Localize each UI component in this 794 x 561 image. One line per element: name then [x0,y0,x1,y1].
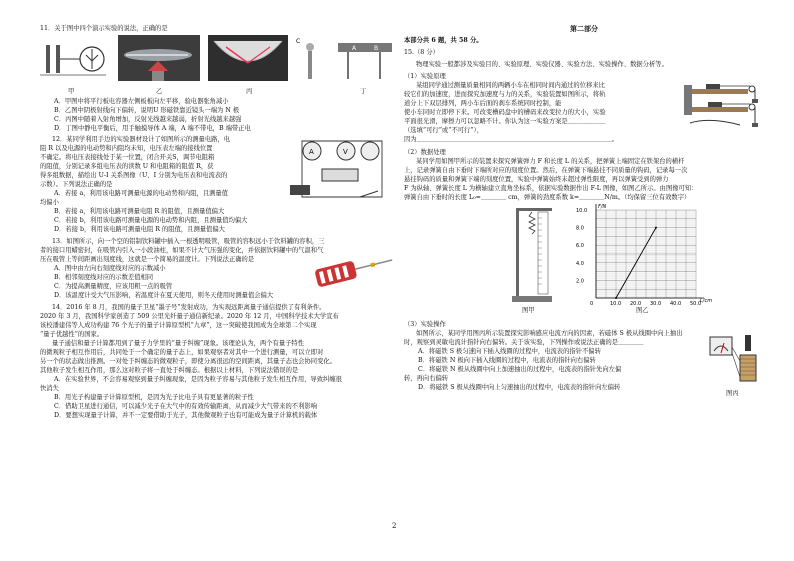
q15-head: 15.（8 分） [404,49,439,56]
q15-intro: 物理实验一般都涉及实验目的、实验原理、实验仪器、实验方法、实验操作、数据分析等。 [416,61,668,68]
q14-opt-a: A．在实验世界，不会容易观察到量子纠缠现象，是因为粒子容易与其他粒子发生相互作用，导致纠缠很 [54,376,342,383]
q14-line-2: 2020 年 3 月，我国科学家创造了 509 公里光纤量子通信新纪录。2020 年 12 月，中国科学技术大学宣布 [40,313,339,320]
x-tick-label: 40.0 [670,301,682,307]
x-tick-label: 0 [590,301,594,307]
y-tick-label: 4.0 [576,260,584,267]
q12-opt-a: A．若接 a，利用该电路可测量电源的电动势和内阻，且测量值 [54,190,229,197]
sec2-line-2: 上，记录弹簧自由下垂时下端所对应的刻度位置。然后，在弹簧下端悬挂不同质量的钩码，记录每一次 [404,167,688,174]
x-axis-label: L/cm [700,298,713,304]
sec1-line-5: 平面很光滑，摩擦力可以忽略不计。你认为这一实验方案是＿＿＿＿＿＿ [404,118,606,125]
sec3-opt-a: A．将磁铁 S 极匀速向下插入线圈的过程中，电流表的指针不偏转 [418,348,601,355]
q12-opt-c: C．若接 b，利用该电路可测量电源的电动势和内阻，且测量值均偏大 [54,217,248,224]
x-tick-label: 10.0 [610,301,622,307]
bar-label-b: B [374,45,379,52]
induction-coil-figure [708,331,764,389]
sec2-line-4: F 为纵轴、弹簧长度 L 为横轴建立直角坐标系，依据实验数据作出 F-L 图像，如图乙所示。由图像可知： [404,185,698,192]
sec2-figures [404,202,764,316]
sec1-block [404,81,764,135]
sec1-line-7: 因为＿＿＿＿＿＿＿＿＿＿＿＿＿＿＿＿＿＿＿＿＿＿＿＿＿＿＿＿＿＿＿。 [404,136,619,143]
fig-label-ding: 丁 [360,88,367,95]
y-tick-label: 2.0 [576,278,584,285]
sec2-line-5: 弹簧自由下垂时的长度 L₀=＿＿＿＿ cm，弹簧的劲度系数 k=＿＿＿＿N/m。（均保留三位有效数字） [404,194,691,201]
part-title: 第二部分 [570,24,598,33]
part-subtitle: 本部分共 6 题，共 58 分。 [404,37,483,44]
q11-opt-b: B．乙图中阴极射线向下偏转，说明U 形磁铁靠近镜头一端为 N 极 [54,107,240,114]
sec3-opt-b: B．将磁铁 N 极向下插入线圈的过程中，电流表的指针向右偏转 [418,357,596,364]
sec2-line-1: 某同学用如图甲所示的装置来探究弹簧弹力 F 和长度 L 的关系，把弹簧上端固定在铁架台的横杆 [416,158,685,165]
left-column [40,24,395,420]
q14-opt-b: B．用光子构建量子计算原型机，是因为光子比电子具有更显著的粒子性 [54,394,254,401]
sec3-line-2: 时，观察到灵敏电流计指针向右偏转。关于该实验，下列操作或说法正确的是＿＿＿＿ [404,339,644,346]
conductor-figure [336,35,394,85]
q12-opt-b: B．若接 a，利用该电路可测量电阻 R 的阻值，且测量值偏大 [54,208,225,215]
y-tick-label: 10.0 [576,208,588,214]
q12-line-1: 12．某同学利用手边的实验器材设计了如图所示的测量电路，电 [52,136,231,143]
cathode-tube-figure [118,35,200,85]
q11-opt-a: A．甲图中将平行板电容器左侧板板向左平移，验电器张角减小 [54,98,229,105]
q13-opts [40,264,395,300]
sec1-line-4: 使小车同时立即停下来。可改变槽码盘中的槽码来改变拉力的大小，实验 [404,109,606,116]
x-tick-label: 20.0 [630,301,642,307]
sec1-line-6: （选填“可行”或“不可行”）， [404,127,483,134]
q12-line-2: 阻 R 以及电源的电动势和内阻均未知，电压表左端的接线位置 [40,145,213,152]
sec3-line-1: 如图所示，某同学用图丙所示装置探究影响感应电流方向的因素，若磁体 S 极从线圈中向上抽出 [416,330,683,337]
sec3-title: （3）实验操作 [404,321,446,328]
x-tick-label: 30.0 [650,301,662,307]
sec3-opt-c-cont: 转，再向右偏转 [404,375,449,382]
q14-line-7: 另一个的状态做出推测。一对处于纠缠态的微观粒子，即使分离很远的空间距离，其量子态也会协同变化。 [40,358,336,365]
data-point [655,227,657,229]
q12-line-4: 的阻值，分别记录多组电压表的读数 U 和电阻箱的阻值 R，获 [40,163,214,170]
capacitor-figure [40,35,110,85]
electroscope-figure [294,35,322,85]
data-point [615,297,617,299]
sec3-opts-block [404,347,764,397]
y-axis-label: F/N [598,204,607,210]
q12-line-3: 不确定。将电压表接线处于某一位置，闭合开关S，调节电阻箱 [40,154,215,161]
q14-opt-c: C．借助卫星进行通信，可以减少光子在大气中的有效传输距离，从而减少大气带来的不利影响 [54,403,317,410]
page-number: 2 [392,522,397,530]
q11-stem: 11．关于图中四个演示实验的说法，正确的是 [40,25,168,32]
fig-label-jia: 甲 [68,88,75,95]
label-C: C [296,38,301,45]
spring-stand-figure [508,204,566,304]
q12-opt-a-cont: 均偏小 [40,199,59,206]
q13-line-2: 者的接口用蜡密封，在吸管内引入一小段油柱，如果不计大气压强的变化，并依据饮料罐中的气温和气 [40,247,324,254]
sec2-line-3: 悬挂钩码的质量和弹簧下端的刻度位置，实验中弹簧始终未超过弹性限度，再以弹簧受到的弹力 [404,176,669,183]
q14-line-6: 的微观粒子相互作用后，共同处于一个确定的量子态上，如果观察者对其中一个进行测量，可以立即对 [40,349,324,356]
circuit-figure [282,127,396,213]
q11-figures [40,33,395,97]
q12-block [40,135,395,207]
fig-jia-label: 图甲 [522,307,535,314]
x-tick-label: 50.0 [690,301,702,307]
sec3-opt-c: C．将磁铁 N 极从线圈中向上加速抽出的过程中，电流表的指针先向左偏 [418,366,622,373]
q12-opt-d: D．若接 b，利用该电路可测量电阻 R 的阻值，且测量值偏大 [54,226,225,233]
q13-opt-d: D．该温度计受大气压影响，若温度计在夏天使用，则冬天使用时测量值会偏大 [54,292,274,299]
q13-opt-b: B．相邻刻度线对应的示数差值相同 [54,274,154,281]
q14-line-4: “量子优越性”的国家。 [40,331,104,338]
q11-opt-c: C．丙图中随着入射角增加，反射光线越来越弱，折射光线越来越强 [54,116,242,123]
q11-opt-d: D．丁图中静电平衡后，用手触摸导体 A 端，A 端不带电，B 端带正电 [54,125,251,132]
sec3-opt-d: D．将磁铁 S 极从线圈中向上匀速抽出的过程中，电流表的指针向左偏转 [418,384,621,391]
svg-text:V: V [343,148,348,156]
fig-bing-label: 图丙 [726,390,739,397]
q14-opt-d: D．要想实现量子计算，并不一定要借助于光子，其他微观粒子也有可能成为量子计算机的载体 [54,412,318,419]
fig-label-bing: 丙 [246,88,253,95]
q14-line-1: 14．2016 年 8 月，我国的量子卫星“墨子号”发射成功，为实现远距离量子通信提供了有利条件。 [52,304,326,311]
fig-yi-label: 图乙 [636,307,649,314]
q14-line-8: 其他粒子发生相互作用，那么这对粒子将一直处于纠缠态。根据以上材料，下列说法错误的是 [40,367,299,374]
q13-line-1: 13．如图所示，向一个空的铝制饮料罐中插入一根透明吸管，吸管的容积远小于饮料罐的容积，三 [52,238,325,245]
y-tick-label: 8.0 [576,225,584,232]
q14-opt-a-cont: 快消失 [40,385,59,392]
refraction-figure [208,35,288,85]
q12-line-5: 得多组数据，描绘出 U-I 关系图像（U、I 分别为电压表和电流表的 [40,172,228,179]
double-track-figure [680,77,764,131]
f-l-chart [574,202,724,308]
can-thermometer-figure [310,258,396,288]
svg-text:A: A [309,148,314,156]
y-tick-label: 6.0 [576,243,584,250]
sec1-line-1: 某组同学通过测量质量相同的两辆小车在相同时间内通过的位移来比 [416,82,605,89]
sec1-title: （1）实验原理 [404,73,446,80]
sec1-line-2: 较它们的加速度，进而探究加速度与力的关系，实验装置如图所示，将轨 [404,91,606,98]
q12-line-6: 示数）。下列说法正确的是 [40,181,113,188]
sec2-title: （2）数据处理 [404,149,446,156]
sec1-line-3: 道分上下双层排列，两小车后面的刹车系统同时控制，能 [404,100,562,107]
fig-label-yi: 乙 [156,88,163,95]
q13-opt-a: A．图中由左向右刻度线对应的示数减小 [54,265,166,272]
q13-line-3: 压在吸管上等间距画出刻度线，这就是一个简易的温度计。下列说法正确的是 [40,256,255,263]
q14-line-3: 该校潘建伟等人成功构建 76 个光子的量子计算原型机“九章”，这一突破使我国成为全球第二个实现 [40,322,317,329]
q13-opt-c: C．为提高测量精度，应该用粗一点的吸管 [54,283,173,290]
q14-line-5: 量子通信和量子计算都用到了量子力学里的“量子纠缠”现象。该理论认为，两个有量子特性 [52,340,305,347]
bar-label-a: A [352,45,357,52]
right-column [404,24,764,397]
